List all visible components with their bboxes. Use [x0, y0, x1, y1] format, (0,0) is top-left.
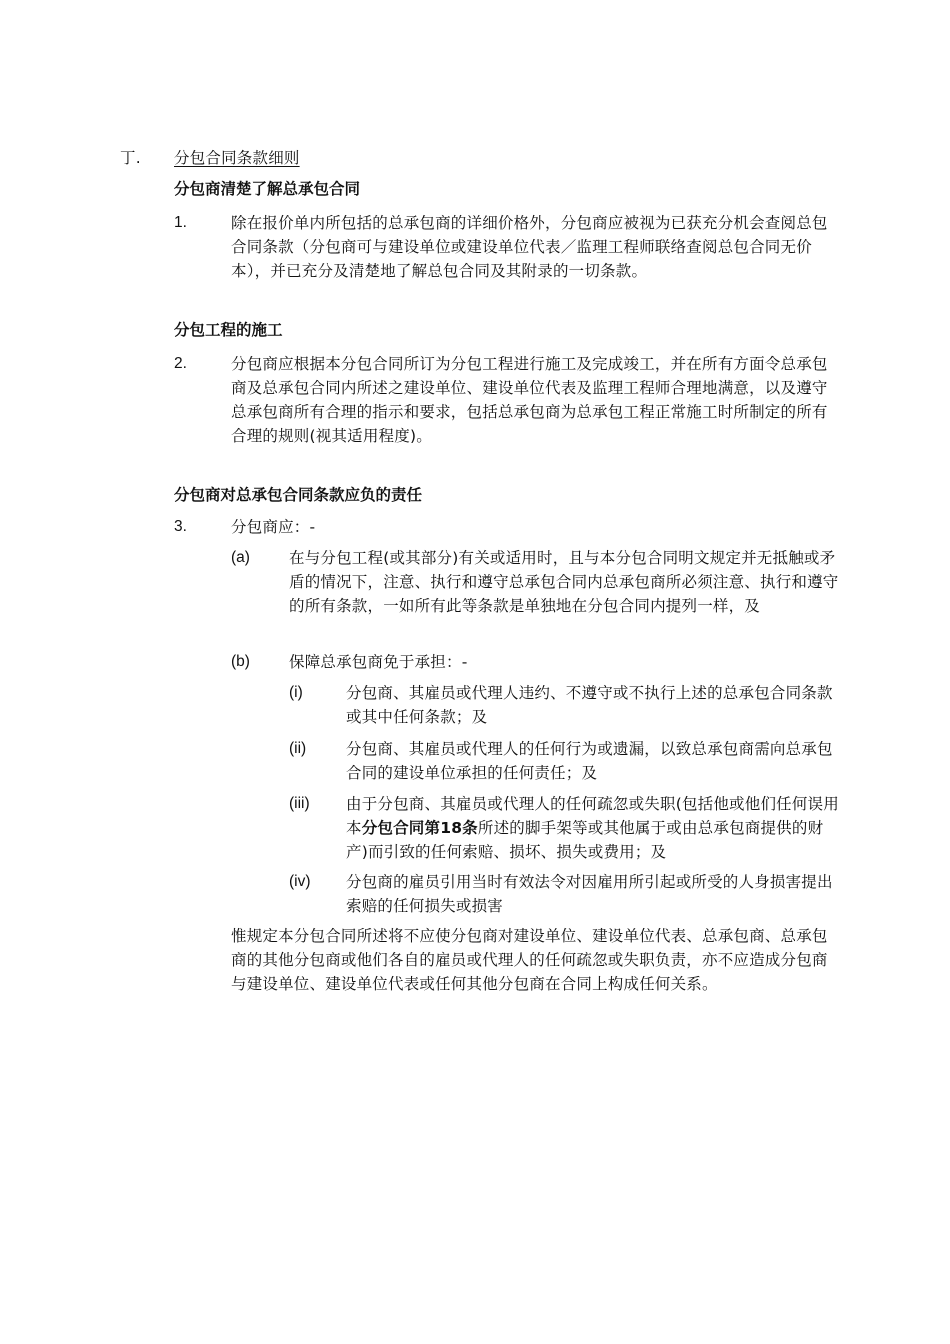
- section-title: 分包合同条款细则: [174, 149, 300, 167]
- subitem-i-text: 分包商、其雇员或代理人违约、不遵守或不执行上述的总承包合同条款或其中任何条款；及: [346, 684, 833, 726]
- subitem-iii-clause-ref: 分包合同第18条: [361, 819, 478, 837]
- clause-3-proviso: 惟规定本分包合同所述将不应使分包商对建设单位、建设单位代表、总承包商、总承包商的其他分包商或他们各自的雇员或代理人的任何疏忽或失职负责，亦不应造成分包商与建设单位、建设单位代表或任何其他分包商在合同上构成任何关系。: [231, 927, 828, 993]
- subitem-ii-label: (ii): [289, 740, 307, 757]
- clause-2-heading: 分包工程的施工: [174, 321, 283, 339]
- subitem-iv-text: 分包商的雇员引用当时有效法令对因雇用所引起或所受的人身损害提出索赔的任何损失或损害: [346, 873, 833, 915]
- item-a-text: 在与分包工程(或其部分)有关或适用时，且与本分包合同明文规定并无抵触或矛盾的情况下，注意、执行和遵守总承包合同内总承包商所必须注意、执行和遵守的所有条款，一如所有此等条款是单独地在分包合同内提列一样，及: [289, 549, 839, 615]
- subitem-ii-text: 分包商、其雇员或代理人的任何行为或遗漏，以致总承包商需向总承包合同的建设单位承担的任何责任；及: [346, 740, 833, 782]
- subitem-iii-label: (iii): [289, 795, 310, 812]
- subitem-iv-label: (iv): [289, 873, 311, 890]
- subitem-iii-text-after: 所述的脚手架等或其他属于或由总承包商提供的财产)而引致的任何索赔、损坏、损失或费用；及: [346, 819, 824, 861]
- subitem-iii-text-before: 由于分包商、其雇员或代理人的任何疏忽或失职(包括他或他们任何误用本: [346, 795, 839, 837]
- clause-3-heading: 分包商对总承包合同条款应负的责任: [174, 486, 423, 504]
- clause-2-text: 分包商应根据本分包合同所订为分包工程进行施工及完成竣工，并在所有方面令总承包商及总承包合同内所述之建设单位、建设单位代表及监理工程师合理地满意，以及遵守总承包商所有合理的指示和要求，包括总承包商为总承包工程正常施工时所制定的所有合理的规则(视其适用程度)。: [231, 355, 828, 445]
- clause-1-text: 除在报价单内所包括的总承包商的详细价格外，分包商应被视为已获充分机会查阅总包合同条款（分包商可与建设单位或建设单位代表／监理工程师联络查阅总包合同无价本），并已充分及清楚地了解总包合同及其附录的一切条款。: [231, 214, 828, 280]
- subitem-iii-text: [346, 792, 843, 864]
- clause-3-intro: 分包商应：-: [231, 518, 316, 536]
- clause-3-number: 3.: [174, 518, 187, 535]
- item-b-text: 保障总承包商免于承担：-: [289, 653, 468, 671]
- subitem-i-label: (i): [289, 684, 303, 701]
- clause-1-heading: 分包商清楚了解总承包合同: [174, 180, 361, 198]
- item-b-label: (b): [231, 653, 250, 670]
- item-a-label: (a): [231, 549, 250, 566]
- section-marker: 丁.: [120, 149, 141, 167]
- clause-2-number: 2.: [174, 355, 187, 372]
- clause-1-number: 1.: [174, 214, 187, 231]
